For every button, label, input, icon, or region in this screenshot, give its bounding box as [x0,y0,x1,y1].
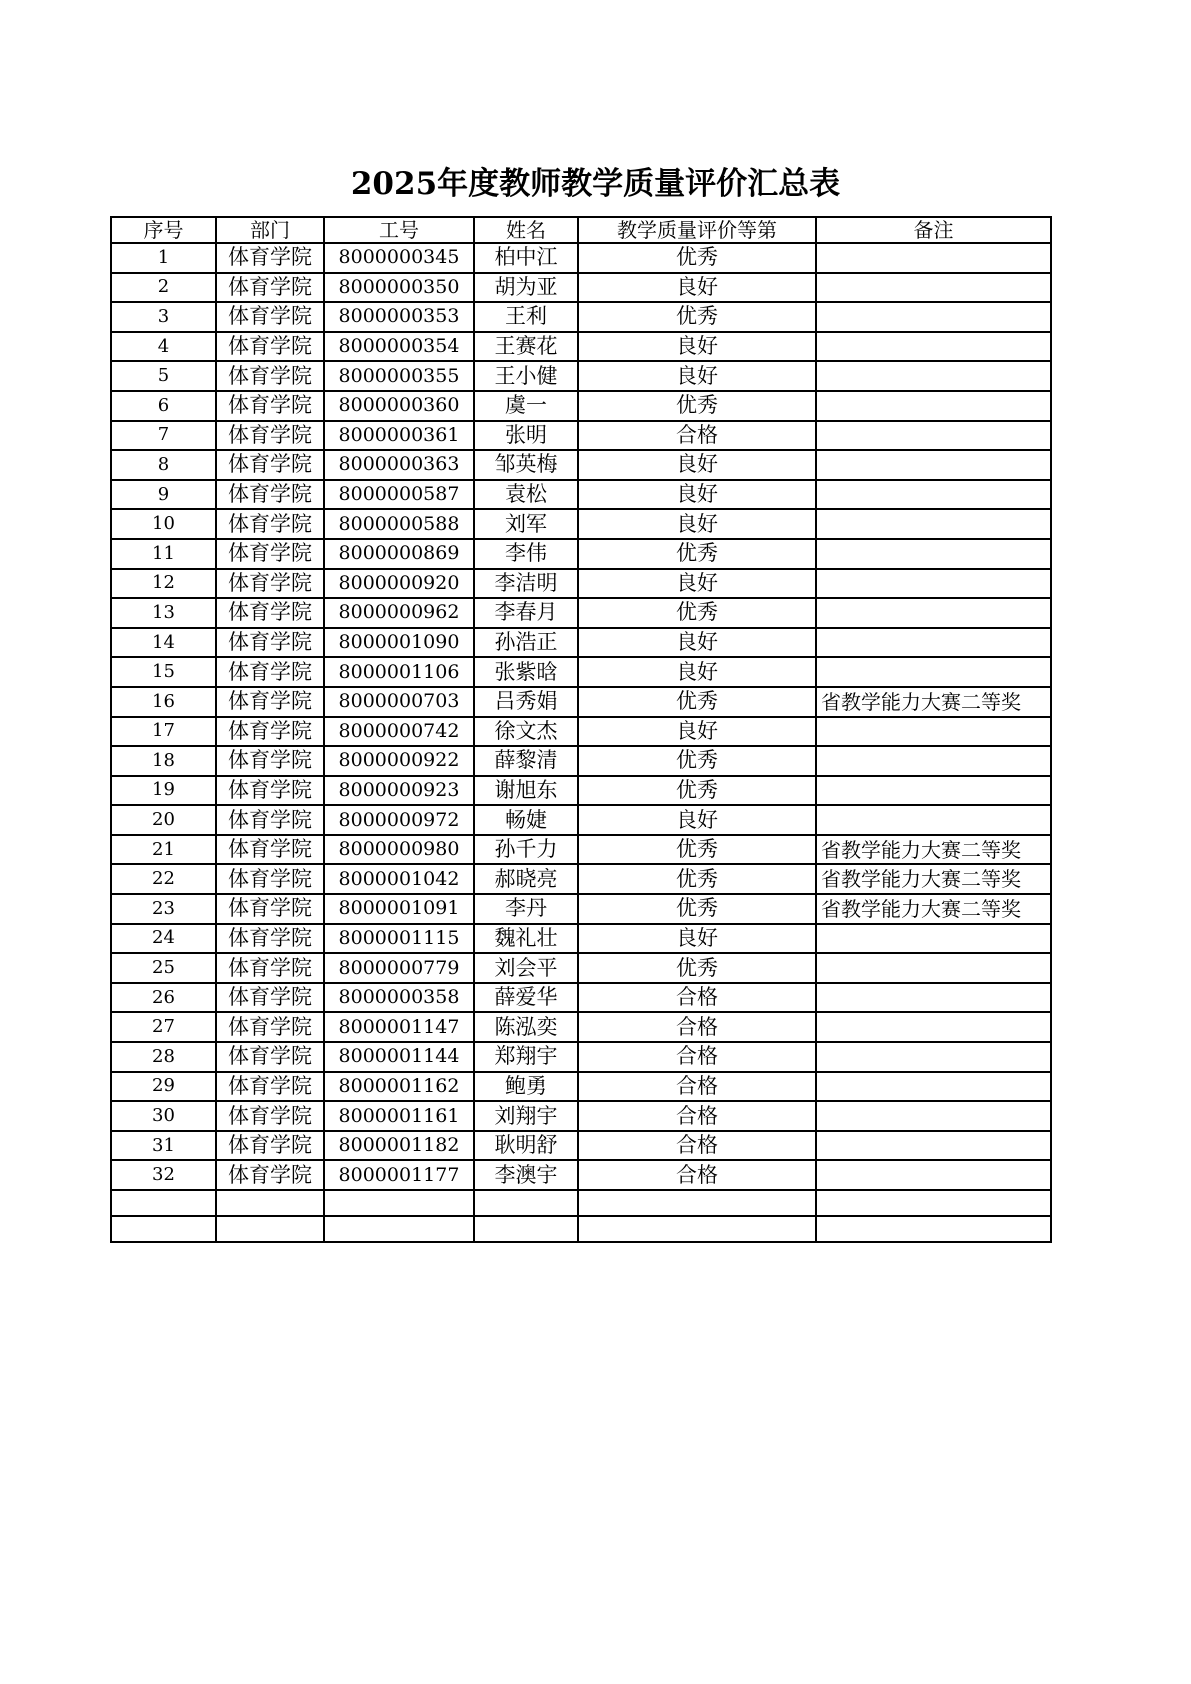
cell-seq: 17 [111,717,216,747]
cell-note [816,361,1051,391]
cell-seq: 1 [111,243,216,273]
table-row [111,1131,1051,1161]
cell-name: 李澳宇 [474,1160,578,1190]
cell-note [816,539,1051,569]
cell-grade: 优秀 [578,953,816,983]
cell-dept: 体育学院 [216,1012,324,1042]
table-row [111,332,1051,362]
cell-seq: 3 [111,302,216,332]
cell-grade: 合格 [578,983,816,1013]
cell-note [816,480,1051,510]
cell-grade: 良好 [578,273,816,303]
cell-dept: 体育学院 [216,805,324,835]
cell-dept: 体育学院 [216,835,324,865]
cell-id: 8000000869 [324,539,474,569]
cell-note: 省教学能力大赛二等奖 [816,835,1051,865]
cell-name: 郝晓亮 [474,864,578,894]
cell-grade: 优秀 [578,302,816,332]
cell-seq: 20 [111,805,216,835]
table-row [111,539,1051,569]
cell-note [816,924,1051,954]
cell-name: 鲍勇 [474,1072,578,1102]
table-row [111,361,1051,391]
cell-id: 8000000587 [324,480,474,510]
blank-cell [474,1216,578,1242]
cell-note [816,450,1051,480]
cell-dept: 体育学院 [216,480,324,510]
cell-id: 8000001162 [324,1072,474,1102]
cell-grade: 合格 [578,1131,816,1161]
table-row [111,657,1051,687]
cell-note [816,746,1051,776]
blank-cell [111,1190,216,1216]
blank-row [111,1216,1051,1242]
cell-name: 郑翔宇 [474,1042,578,1072]
cell-note [816,273,1051,303]
cell-name: 孙千力 [474,835,578,865]
cell-seq: 27 [111,1012,216,1042]
cell-grade: 优秀 [578,243,816,273]
cell-name: 柏中江 [474,243,578,273]
blank-cell [816,1190,1051,1216]
cell-id: 8000001115 [324,924,474,954]
cell-note [816,983,1051,1013]
cell-note [816,805,1051,835]
cell-note: 省教学能力大赛二等奖 [816,864,1051,894]
cell-note [816,391,1051,421]
cell-name: 李丹 [474,894,578,924]
table-row [111,569,1051,599]
cell-grade: 优秀 [578,687,816,717]
cell-grade: 合格 [578,1160,816,1190]
cell-name: 李洁明 [474,569,578,599]
table-header-row [111,217,1051,243]
evaluation-table [110,216,1052,1243]
cell-grade: 良好 [578,361,816,391]
cell-dept: 体育学院 [216,864,324,894]
cell-id: 8000000703 [324,687,474,717]
cell-id: 8000001182 [324,1131,474,1161]
cell-name: 吕秀娟 [474,687,578,717]
cell-dept: 体育学院 [216,687,324,717]
cell-dept: 体育学院 [216,983,324,1013]
cell-dept: 体育学院 [216,776,324,806]
cell-seq: 14 [111,628,216,658]
cell-note [816,657,1051,687]
blank-row [111,1190,1051,1216]
cell-dept: 体育学院 [216,628,324,658]
cell-note [816,776,1051,806]
cell-seq: 9 [111,480,216,510]
table-row [111,1101,1051,1131]
table-row [111,776,1051,806]
cell-grade: 良好 [578,628,816,658]
cell-seq: 29 [111,1072,216,1102]
document-title: 2025年度教师教学质量评价汇总表 [350,166,841,202]
table-row [111,687,1051,717]
cell-name: 孙浩正 [474,628,578,658]
cell-id: 8000000361 [324,421,474,451]
cell-id: 8000001090 [324,628,474,658]
cell-name: 刘会平 [474,953,578,983]
cell-id: 8000000360 [324,391,474,421]
cell-id: 8000001144 [324,1042,474,1072]
cell-note [816,953,1051,983]
cell-grade: 良好 [578,509,816,539]
cell-grade: 合格 [578,1072,816,1102]
cell-note [816,1101,1051,1131]
header-dept: 部门 [216,217,324,243]
blank-cell [578,1216,816,1242]
cell-grade: 良好 [578,480,816,510]
cell-id: 8000001177 [324,1160,474,1190]
cell-seq: 23 [111,894,216,924]
cell-seq: 2 [111,273,216,303]
cell-name: 张紫晗 [474,657,578,687]
cell-name: 王小健 [474,361,578,391]
cell-seq: 22 [111,864,216,894]
cell-name: 魏礼壮 [474,924,578,954]
cell-dept: 体育学院 [216,569,324,599]
cell-seq: 32 [111,1160,216,1190]
cell-grade: 合格 [578,1101,816,1131]
cell-note [816,509,1051,539]
cell-seq: 10 [111,509,216,539]
cell-seq: 6 [111,391,216,421]
cell-id: 8000000588 [324,509,474,539]
cell-seq: 19 [111,776,216,806]
cell-name: 邹英梅 [474,450,578,480]
blank-cell [111,1216,216,1242]
cell-seq: 7 [111,421,216,451]
cell-grade: 优秀 [578,894,816,924]
cell-seq: 26 [111,983,216,1013]
table-row [111,1160,1051,1190]
cell-grade: 良好 [578,569,816,599]
cell-name: 王赛花 [474,332,578,362]
cell-note [816,1160,1051,1190]
cell-id: 8000001161 [324,1101,474,1131]
table-row [111,273,1051,303]
blank-cell [216,1216,324,1242]
cell-dept: 体育学院 [216,509,324,539]
cell-note [816,628,1051,658]
cell-seq: 21 [111,835,216,865]
table-row [111,243,1051,273]
table-row [111,835,1051,865]
cell-id: 8000000358 [324,983,474,1013]
cell-dept: 体育学院 [216,243,324,273]
cell-seq: 31 [111,1131,216,1161]
header-grade: 教学质量评价等第 [578,217,816,243]
cell-id: 8000000972 [324,805,474,835]
table-row [111,805,1051,835]
table-row [111,598,1051,628]
header-note: 备注 [816,217,1051,243]
cell-grade: 合格 [578,1012,816,1042]
cell-name: 徐文杰 [474,717,578,747]
table-row [111,628,1051,658]
cell-id: 8000001106 [324,657,474,687]
cell-id: 8000000350 [324,273,474,303]
table-row [111,302,1051,332]
cell-dept: 体育学院 [216,273,324,303]
cell-id: 8000000345 [324,243,474,273]
table-row [111,421,1051,451]
table-body [111,243,1051,1242]
table-row [111,717,1051,747]
cell-seq: 30 [111,1101,216,1131]
blank-cell [216,1190,324,1216]
cell-note [816,243,1051,273]
cell-id: 8000000922 [324,746,474,776]
cell-name: 薛爱华 [474,983,578,1013]
cell-dept: 体育学院 [216,717,324,747]
cell-dept: 体育学院 [216,598,324,628]
cell-name: 刘军 [474,509,578,539]
cell-grade: 优秀 [578,539,816,569]
table-row [111,894,1051,924]
cell-seq: 28 [111,1042,216,1072]
cell-id: 8000000923 [324,776,474,806]
cell-grade: 良好 [578,657,816,687]
table-row [111,450,1051,480]
cell-seq: 13 [111,598,216,628]
cell-dept: 体育学院 [216,1042,324,1072]
cell-grade: 合格 [578,421,816,451]
cell-grade: 良好 [578,450,816,480]
header-id: 工号 [324,217,474,243]
cell-name: 王利 [474,302,578,332]
cell-grade: 优秀 [578,864,816,894]
blank-cell [578,1190,816,1216]
cell-grade: 合格 [578,1042,816,1072]
cell-dept: 体育学院 [216,539,324,569]
cell-note: 省教学能力大赛二等奖 [816,894,1051,924]
cell-dept: 体育学院 [216,1160,324,1190]
blank-cell [324,1216,474,1242]
cell-dept: 体育学院 [216,421,324,451]
cell-note [816,1072,1051,1102]
cell-dept: 体育学院 [216,302,324,332]
cell-dept: 体育学院 [216,1131,324,1161]
cell-id: 8000001042 [324,864,474,894]
cell-id: 8000001091 [324,894,474,924]
cell-note [816,421,1051,451]
header-seq: 序号 [111,217,216,243]
cell-note [816,717,1051,747]
blank-cell [474,1190,578,1216]
table-row [111,1072,1051,1102]
cell-name: 耿明舒 [474,1131,578,1161]
cell-seq: 24 [111,924,216,954]
cell-dept: 体育学院 [216,332,324,362]
cell-dept: 体育学院 [216,1072,324,1102]
cell-note [816,1042,1051,1072]
cell-grade: 优秀 [578,835,816,865]
cell-seq: 5 [111,361,216,391]
cell-note [816,569,1051,599]
cell-dept: 体育学院 [216,894,324,924]
cell-id: 8000000962 [324,598,474,628]
cell-dept: 体育学院 [216,391,324,421]
table-row [111,1012,1051,1042]
cell-seq: 16 [111,687,216,717]
cell-dept: 体育学院 [216,924,324,954]
cell-grade: 优秀 [578,598,816,628]
cell-note [816,332,1051,362]
cell-grade: 优秀 [578,776,816,806]
blank-cell [324,1190,474,1216]
cell-note: 省教学能力大赛二等奖 [816,687,1051,717]
cell-id: 8000000742 [324,717,474,747]
cell-note [816,1012,1051,1042]
cell-id: 8000000920 [324,569,474,599]
cell-name: 刘翔宇 [474,1101,578,1131]
cell-seq: 12 [111,569,216,599]
cell-name: 胡为亚 [474,273,578,303]
cell-grade: 良好 [578,332,816,362]
cell-name: 薛黎清 [474,746,578,776]
table-row [111,953,1051,983]
cell-seq: 18 [111,746,216,776]
cell-name: 谢旭东 [474,776,578,806]
cell-seq: 15 [111,657,216,687]
cell-grade: 优秀 [578,746,816,776]
table-row [111,391,1051,421]
cell-id: 8000001147 [324,1012,474,1042]
cell-name: 李伟 [474,539,578,569]
cell-name: 李春月 [474,598,578,628]
cell-name: 虞一 [474,391,578,421]
cell-dept: 体育学院 [216,450,324,480]
cell-dept: 体育学院 [216,746,324,776]
table-row [111,509,1051,539]
table-row [111,983,1051,1013]
cell-id: 8000000354 [324,332,474,362]
cell-name: 畅婕 [474,805,578,835]
cell-id: 8000000779 [324,953,474,983]
blank-cell [816,1216,1051,1242]
cell-grade: 良好 [578,717,816,747]
cell-id: 8000000980 [324,835,474,865]
cell-id: 8000000353 [324,302,474,332]
cell-name: 袁松 [474,480,578,510]
table-row [111,864,1051,894]
cell-dept: 体育学院 [216,361,324,391]
cell-note [816,1131,1051,1161]
cell-id: 8000000363 [324,450,474,480]
cell-note [816,302,1051,332]
cell-grade: 良好 [578,805,816,835]
cell-note [816,598,1051,628]
cell-seq: 8 [111,450,216,480]
cell-seq: 4 [111,332,216,362]
cell-id: 8000000355 [324,361,474,391]
cell-seq: 11 [111,539,216,569]
table-row [111,924,1051,954]
cell-dept: 体育学院 [216,1101,324,1131]
cell-name: 张明 [474,421,578,451]
table-row [111,1042,1051,1072]
cell-grade: 良好 [578,924,816,954]
cell-grade: 优秀 [578,391,816,421]
cell-dept: 体育学院 [216,657,324,687]
cell-dept: 体育学院 [216,953,324,983]
cell-name: 陈泓奕 [474,1012,578,1042]
header-name: 姓名 [474,217,578,243]
table-row [111,746,1051,776]
cell-seq: 25 [111,953,216,983]
table-row [111,480,1051,510]
